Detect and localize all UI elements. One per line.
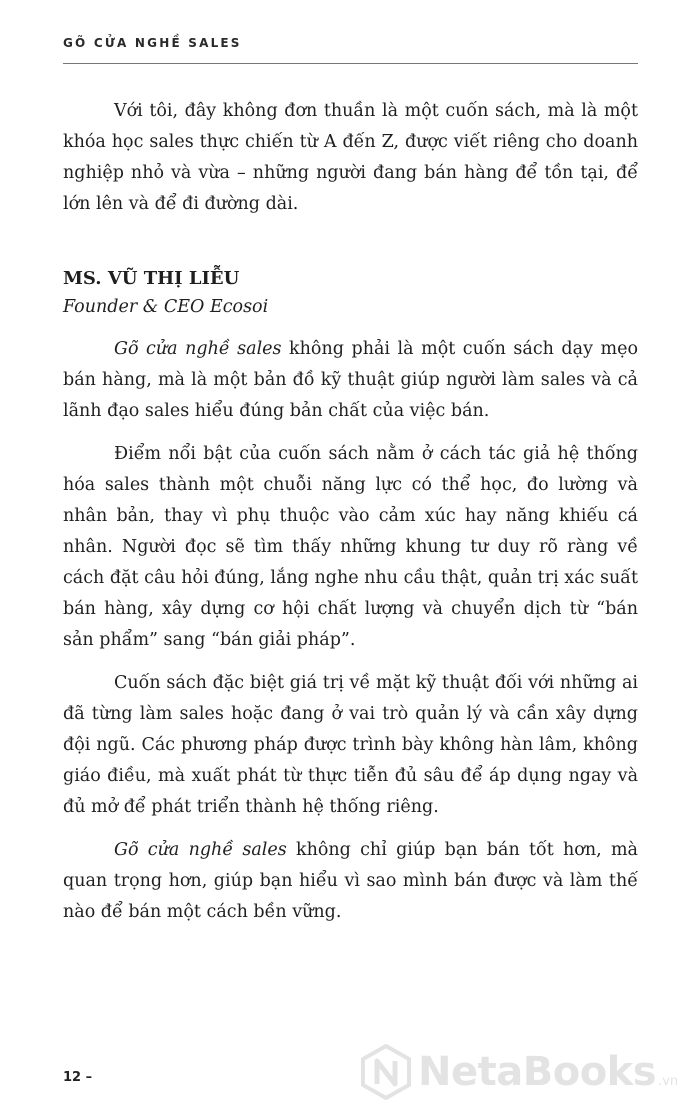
intro-paragraph: Với tôi, đây không đơn thuần là một cuốn sách, mà là một khóa học sales thực chiến từ A đến Z, được viết riêng cho doanh nghiệp nhỏ và vừa – những người đang bán hàng để tồn tại, để lớn lên và để đi đường dài. [63,101,638,214]
running-header: GÕ CỬA NGHỀ SALES [63,36,242,50]
review-paragraph-2: Điểm nổi bật của cuốn sách nằm ở cách tác giả hệ thống hóa sales thành một chuỗi năng lực có thể học, đo lường và nhân bản, thay vì phụ thuộc vào cảm xúc hay năng khiếu cá nhân. Người đọc sẽ tìm thấy những khung tư duy rõ ràng về cách đặt câu hỏi đúng, lắng nghe nhu cầu thật, quản trị xác suất bán hàng, xây dựng cơ hội chất lượng và chuyển dịch từ “bán sản phẩm” sang “bán giải pháp”. [63,444,638,650]
header-divider [63,63,638,64]
watermark [360,1042,678,1102]
review-paragraph-4 [63,835,638,928]
book-title: Gõ cửa nghề sales [114,339,282,359]
netabooks-logo-icon [360,1044,412,1100]
book-title: Gõ cửa nghề sales [114,840,287,860]
author-name: MS. VŨ THỊ LIỄU [63,268,240,289]
review-paragraph-4-text: không chỉ giúp bạn bán tốt hơn, mà quan trọng hơn, giúp bạn hiểu vì sao mình bán được và làm thế nào để bán một cách bền vững. [63,840,638,922]
page-number: 12 – [63,1070,93,1085]
author-title: Founder & CEO Ecosoi [63,297,269,317]
review-paragraph-3: Cuốn sách đặc biệt giá trị về mặt kỹ thuật đối với những ai đã từng làm sales hoặc đang ở vai trò quản lý và cần xây dựng đội ngũ. Các phương pháp được trình bày không hàn lâm, không giáo điều, mà xuất phát từ thực tiễn đủ sâu để áp dụng ngay và đủ mở để phát triển thành hệ thống riêng. [63,673,638,817]
page-body [63,96,638,940]
watermark-brand: NetaBooks [418,1049,657,1095]
review-paragraph-1-text: không phải là một cuốn sách dạy mẹo bán hàng, mà là một bản đồ kỹ thuật giúp người làm sales và cả lãnh đạo sales hiểu đúng bản chất của việc bán. [63,339,638,421]
watermark-suffix: .vn [658,1073,679,1089]
review-paragraph-1 [63,334,638,427]
